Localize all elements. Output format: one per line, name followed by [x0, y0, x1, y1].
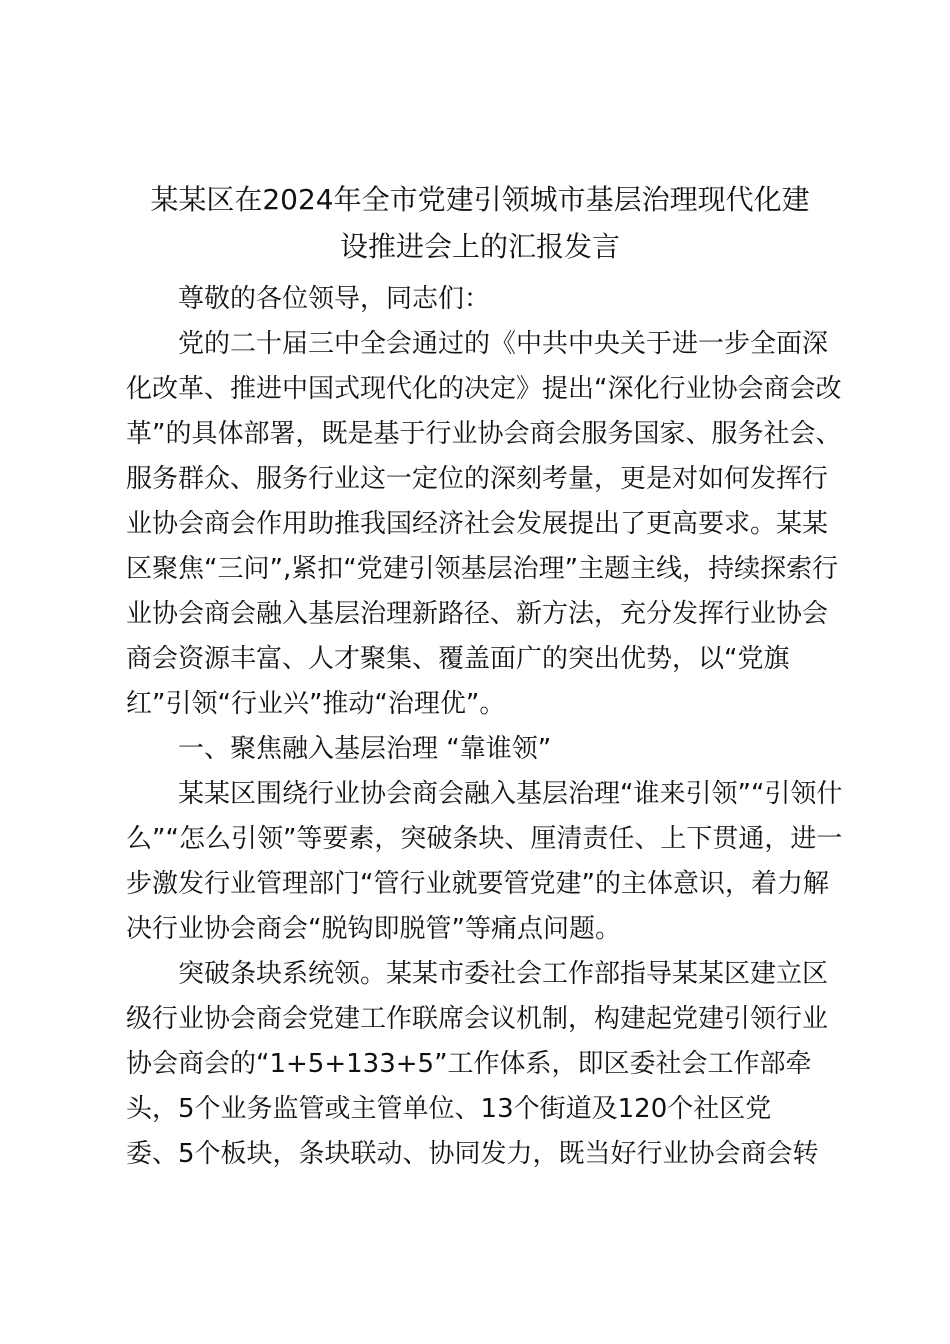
paragraph-line: 决行业协会商会“脱钩即脱管”等痛点问题。: [126, 914, 621, 944]
paragraph-line: 么”“怎么引领”等要素，突破条块、厘清责任、上下贯通，进一: [126, 824, 843, 854]
paragraph-line: 商会资源丰富、人才聚集、覆盖面广的突出优势，以“党旗: [126, 644, 790, 674]
paragraph-line: 党的二十届三中全会通过的《中共中央关于进一步全面深: [178, 329, 829, 359]
paragraph-line: 突破条块系统领。某某市委社会工作部指导某某区建立区: [178, 959, 829, 989]
paragraph-line: 某某区围绕行业协会商会融入基层治理“谁来引领”“引领什: [178, 779, 843, 809]
paragraph-line: 头，5个业务监管或主管单位、13个街道及120个社区党: [126, 1094, 772, 1124]
document-title-line-2: 设推进会上的汇报发言: [339, 230, 620, 263]
paragraph-line: 革”的具体部署，既是基于行业协会商会服务国家、服务社会、: [126, 419, 842, 449]
paragraph-line: 红”引领“行业兴”推动“治理优”。: [126, 689, 506, 719]
paragraph-line: 步激发行业管理部门“管行业就要管党建”的主体意识，着力解: [126, 869, 829, 899]
paragraph-line: 业协会商会作用助推我国经济社会发展提出了更高要求。某某: [126, 509, 829, 539]
paragraph-line: 业协会商会融入基层治理新路径、新方法，充分发挥行业协会: [126, 599, 829, 629]
paragraph-line: 委、5个板块，条块联动、协同发力，既当好行业协会商会转: [126, 1139, 819, 1169]
document-title-line-1: 某某区在2024年全市党建引领城市基层治理现代化建: [150, 183, 810, 216]
section-heading: 一、聚焦融入基层治理 “靠谁领”: [178, 734, 552, 764]
paragraph-line: 服务群众、服务行业这一定位的深刻考量，更是对如何发挥行: [126, 464, 829, 494]
salutation: 尊敬的各位领导，同志们：: [178, 284, 491, 314]
paragraph-line: 化改革、推进中国式现代化的决定》提出“深化行业协会商会改: [126, 374, 842, 404]
paragraph-line: 区聚焦“三问”,紧扣“党建引领基层治理”主题主线，持续探索行: [126, 554, 839, 584]
paragraph-line: 级行业协会商会党建工作联席会议机制，构建起党建引领行业: [126, 1004, 829, 1034]
paragraph-line: 协会商会的“1+5+133+5”工作体系，即区委社会工作部牵: [126, 1049, 812, 1079]
